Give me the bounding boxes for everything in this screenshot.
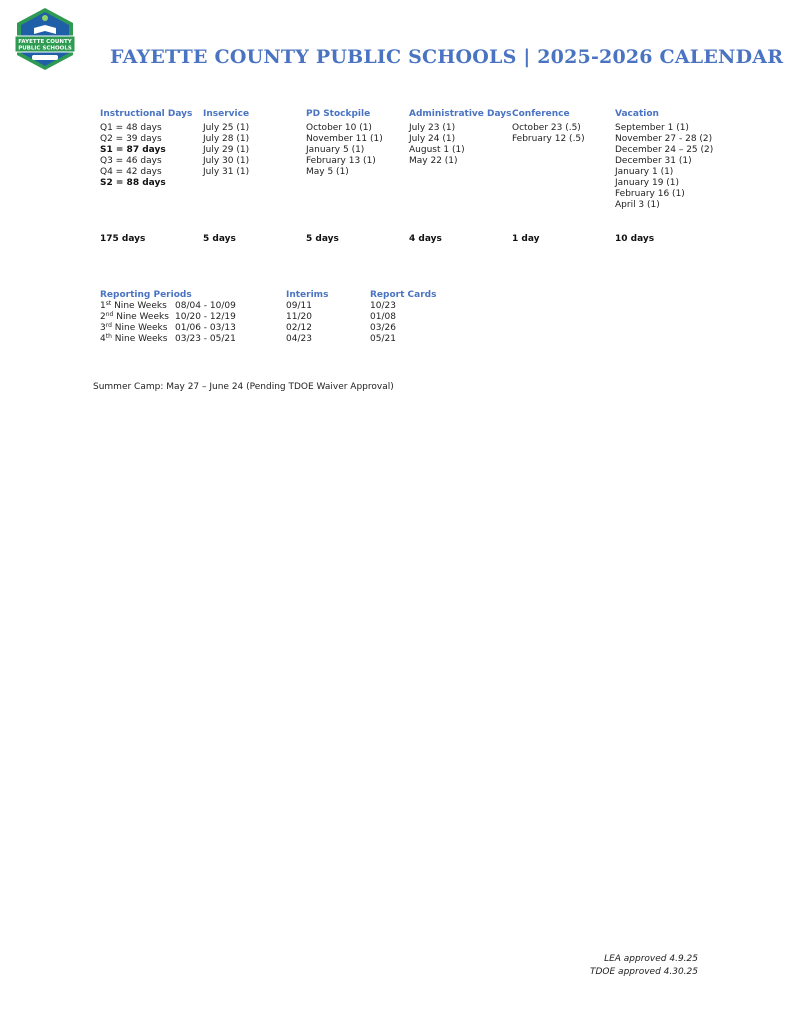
tdoe-approval: TDOE approved 4.30.25 — [590, 967, 698, 977]
column-line: July 29 (1) — [203, 145, 250, 155]
period-dates: 01/06 - 03/13 — [175, 323, 236, 333]
column-line: Q3 = 46 days — [100, 156, 162, 166]
period-name: Nine Weeks — [111, 301, 167, 311]
total-conference: 1 day — [512, 234, 540, 244]
interim-date: 02/12 — [286, 323, 312, 333]
column-line: October 10 (1) — [306, 123, 372, 133]
logo-text-line-2: PUBLIC SCHOOLS — [18, 45, 72, 52]
column-lines — [615, 123, 745, 211]
column-line: July 23 (1) — [409, 123, 456, 133]
period-dates: 10/20 - 12/19 — [175, 312, 236, 322]
column-lines — [512, 123, 622, 145]
column-administrative-days — [409, 109, 519, 167]
reporting-row — [100, 323, 440, 334]
column-header: Conference — [512, 109, 570, 119]
column-vacation — [615, 109, 745, 211]
column-line: July 24 (1) — [409, 134, 456, 144]
column-line: May 5 (1) — [306, 167, 349, 177]
report-card-date: 05/21 — [370, 334, 396, 344]
period-name: Nine Weeks — [113, 312, 169, 322]
column-line: July 25 (1) — [203, 123, 250, 133]
column-line: S1 = 87 days — [100, 145, 166, 155]
column-line: Q1 = 48 days — [100, 123, 162, 133]
period-ordinal: nd — [105, 311, 114, 318]
column-line: Q2 = 39 days — [100, 134, 162, 144]
interims-header: Interims — [286, 290, 329, 300]
column-inservice — [203, 109, 313, 178]
period-ordinal: rd — [105, 322, 112, 329]
column-line: July 31 (1) — [203, 167, 250, 177]
reporting-header-row — [100, 290, 440, 301]
interim-date: 09/11 — [286, 301, 312, 311]
column-lines — [409, 123, 519, 167]
period-number: 4 — [100, 334, 106, 344]
interim-date: 04/23 — [286, 334, 312, 344]
reporting-row — [100, 301, 440, 312]
column-line: July 30 (1) — [203, 156, 250, 166]
period-ordinal: st — [105, 300, 112, 307]
column-line: January 5 (1) — [306, 145, 365, 155]
summer-camp-note: Summer Camp: May 27 – June 24 (Pending TDOE Waiver Approval) — [93, 382, 394, 392]
column-line: December 24 – 25 (2) — [615, 145, 714, 155]
column-line: February 12 (.5) — [512, 134, 585, 144]
total-pd-stockpile: 5 days — [306, 234, 339, 244]
column-header: Vacation — [615, 109, 659, 119]
period-label — [100, 334, 167, 345]
total-instructional-days: 175 days — [100, 234, 146, 244]
column-header: Inservice — [203, 109, 250, 119]
column-lines — [203, 123, 313, 178]
report-cards-header: Report Cards — [370, 290, 437, 300]
period-ordinal: th — [105, 333, 112, 340]
column-header: Administrative Days — [409, 109, 512, 119]
lea-approval: LEA approved 4.9.25 — [604, 954, 698, 964]
total-inservice: 5 days — [203, 234, 236, 244]
total-vacation: 10 days — [615, 234, 655, 244]
column-line: July 28 (1) — [203, 134, 250, 144]
report-card-date: 01/08 — [370, 312, 396, 322]
report-card-date: 03/26 — [370, 323, 396, 333]
logo-text-line-1: FAYETTE COUNTY — [18, 39, 72, 45]
column-line: September 1 (1) — [615, 123, 689, 133]
column-line: November 27 - 28 (2) — [615, 134, 713, 144]
column-lines — [306, 123, 416, 178]
period-name: Nine Weeks — [111, 334, 168, 344]
column-lines — [100, 123, 210, 189]
column-line: January 19 (1) — [615, 178, 680, 188]
period-name: Nine Weeks — [111, 323, 168, 333]
column-conference — [512, 109, 622, 145]
column-pd-stockpile — [306, 109, 416, 178]
column-header: PD Stockpile — [306, 109, 371, 119]
interim-date: 11/20 — [286, 312, 312, 322]
column-line: April 3 (1) — [615, 200, 660, 210]
period-dates: 08/04 - 10/09 — [175, 301, 236, 311]
column-line: February 13 (1) — [306, 156, 376, 166]
page-title: FAYETTE COUNTY PUBLIC SCHOOLS | 2025-2026 CALENDAR — [110, 46, 784, 68]
column-line: November 11 (1) — [306, 134, 383, 144]
column-line: October 23 (.5) — [512, 123, 581, 133]
reporting-periods-header: Reporting Periods — [100, 290, 192, 300]
column-line: August 1 (1) — [409, 145, 465, 155]
reporting-periods-table — [100, 290, 440, 345]
column-line: S2 = 88 days — [100, 178, 166, 188]
period-dates: 03/23 - 05/21 — [175, 334, 236, 344]
period-number: 3 — [100, 323, 106, 333]
column-line: May 22 (1) — [409, 156, 458, 166]
column-header: Instructional Days — [100, 109, 193, 119]
district-logo — [12, 6, 78, 72]
column-line: December 31 (1) — [615, 156, 692, 166]
column-line: January 1 (1) — [615, 167, 674, 177]
total-administrative-days: 4 days — [409, 234, 442, 244]
column-line: February 16 (1) — [615, 189, 685, 199]
period-number: 1 — [100, 301, 106, 311]
reporting-row — [100, 312, 440, 323]
column-instructional-days — [100, 109, 210, 189]
column-line: Q4 = 42 days — [100, 167, 162, 177]
approval-notes — [590, 953, 698, 979]
period-number: 2 — [100, 312, 106, 322]
reporting-row — [100, 334, 440, 345]
report-card-date: 10/23 — [370, 301, 396, 311]
reporting-rows — [100, 301, 440, 345]
